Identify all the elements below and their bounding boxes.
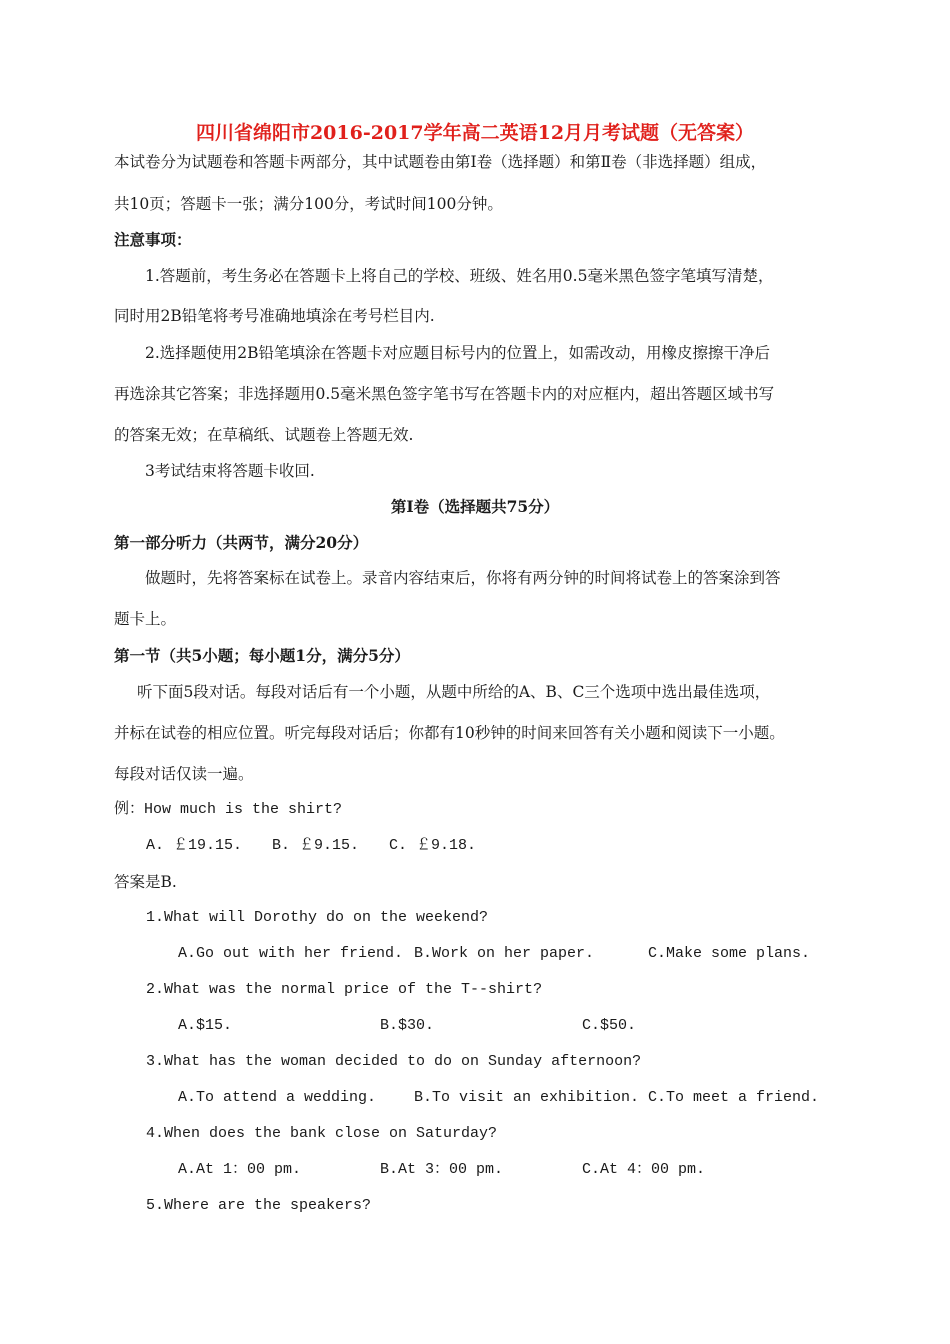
question-3: 3.What has the woman decided to do on Sunday afternoon? xyxy=(146,1053,642,1070)
intro-line-2: 共10页；答题卡一张；满分100分，考试时间100分钟。 xyxy=(114,195,503,213)
q2-option-b: B.$30. xyxy=(380,1017,435,1034)
q2-option-a: A.$15. xyxy=(178,1017,233,1034)
question-1: 1.What will Dorothy do on the weekend? xyxy=(146,909,489,926)
q3-option-c: C.To meet a friend. xyxy=(648,1089,820,1106)
part1-text-2: 题卡上。 xyxy=(114,610,177,628)
example-options xyxy=(0,836,950,856)
q3-option-a: A.To attend a wedding. xyxy=(178,1089,377,1106)
part1-heading: 第一部分听力（共两节，满分20分） xyxy=(114,533,369,552)
subsection1-text-1: 听下面5段对话。每段对话后有一个小题，从题中所给的A、B、C三个选项中选出最佳选项， xyxy=(137,683,771,701)
notice-line-5: 的答案无效；在草稿纸、试题卷上答题无效. xyxy=(114,426,414,444)
question-4-options xyxy=(0,1160,950,1180)
q1-option-c: C.Make some plans. xyxy=(648,945,811,962)
question-2-options xyxy=(0,1016,950,1036)
q2-option-c: C.$50. xyxy=(582,1017,637,1034)
q4-option-a: A.At 1：00 pm. xyxy=(178,1161,302,1178)
notice-line-1: 1.答题前，考生务必在答题卡上将自己的学校、班级、姓名用0.5毫米黑色签字笔填写清楚， xyxy=(145,267,774,285)
subsection1-text-2: 并标在试卷的相应位置。听完每段对话后；你都有10秒钟的时间来回答有关小题和阅读下一小题。 xyxy=(114,724,785,742)
example-answer: 答案是B. xyxy=(114,873,177,891)
example-option-b: B. ￡9.15. xyxy=(272,837,360,854)
example-question: 例：How much is the shirt? xyxy=(114,801,343,818)
q4-option-b: B.At 3：00 pm. xyxy=(380,1161,504,1178)
notice-line-3: 2.选择题使用2B铅笔填涂在答题卡对应题目标号内的位置上，如需改动，用橡皮擦擦干净后 xyxy=(145,344,771,362)
q1-option-a: A.Go out with her friend. xyxy=(178,945,404,962)
example-option-a: A. ￡19.15. xyxy=(146,837,243,854)
document-title: 四川省绵阳市2016-2017学年高二英语12月月考试题（无答案） xyxy=(195,122,755,144)
question-1-options xyxy=(0,944,950,964)
notice-line-4: 再选涂其它答案；非选择题用0.5毫米黑色签字笔书写在答题卡内的对应框内，超出答题区域书写 xyxy=(114,385,775,403)
part1-text-1: 做题时，先将答案标在试卷上。录音内容结束后，你将有两分钟的时间将试卷上的答案涂到答 xyxy=(145,569,781,587)
q4-option-c: C.At 4：00 pm. xyxy=(582,1161,706,1178)
question-5: 5.Where are the speakers? xyxy=(146,1197,372,1214)
example-option-c: C. ￡9.18. xyxy=(389,837,477,854)
notice-line-2: 同时用2B铅笔将考号准确地填涂在考号栏目内. xyxy=(114,307,435,325)
notice-heading: 注意事项： xyxy=(114,230,192,249)
intro-line-1: 本试卷分为试题卷和答题卡两部分，其中试题卷由第Ⅰ卷（选择题）和第Ⅱ卷（非选择题）组成， xyxy=(114,153,767,171)
q3-option-b: B.To visit an exhibition. xyxy=(414,1089,640,1106)
section1-heading: 第Ⅰ卷（选择题共75分） xyxy=(390,497,560,516)
question-2: 2.What was the normal price of the T--shirt? xyxy=(146,981,543,998)
question-4: 4.When does the bank close on Saturday? xyxy=(146,1125,498,1142)
subsection1-text-3: 每段对话仅读一遍。 xyxy=(114,765,254,783)
question-3-options xyxy=(0,1088,950,1108)
q1-option-b: B.Work on her paper. xyxy=(414,945,595,962)
notice-line-6: 3考试结束将答题卡收回. xyxy=(145,462,315,480)
subsection1-heading: 第一节（共5小题；每小题1分，满分5分） xyxy=(114,646,410,665)
